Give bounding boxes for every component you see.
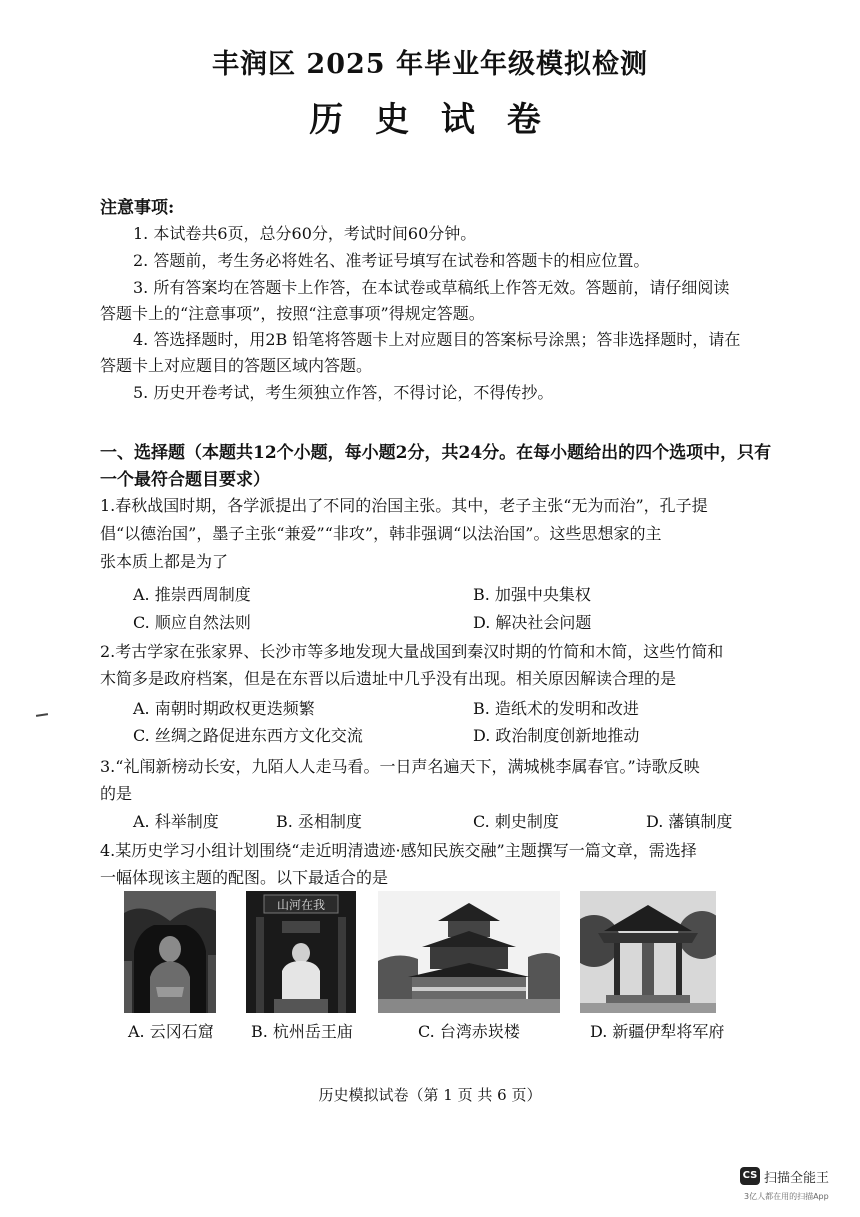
option-d: D. 政治制度创新地推动 xyxy=(473,726,640,745)
option-a: A. 科举制度 xyxy=(133,812,219,831)
option-d: D. 藩镇制度 xyxy=(646,812,733,831)
temple-statue-photo xyxy=(246,891,356,1013)
notice-heading: 注意事项: xyxy=(100,198,175,218)
section-heading: 一、选择题（本题共12个小题，每小题2分，共24分。在每小题给出的四个选项中，只有 xyxy=(100,443,772,463)
temple-plaque-text: 山河在我 xyxy=(276,898,326,912)
question-4-stem: 一幅体现该主题的配图。以下最适合的是 xyxy=(100,868,389,887)
option-a: A. 推崇西周制度 xyxy=(133,585,251,604)
notice-line: 答题卡上的“注意事项”，按照“注意事项”得规定答题。 xyxy=(100,304,485,323)
image-caption-c: C. 台湾赤崁楼 xyxy=(418,1022,520,1041)
image-caption-a: A. 云冈石窟 xyxy=(128,1022,214,1041)
image-caption-b: B. 杭州岳王庙 xyxy=(251,1022,353,1041)
scanner-brand: 扫描全能王 xyxy=(764,1171,830,1186)
notice-line: 3. 所有答案均在答题卡上作答，在本试卷或草稿纸上作答无效。答题前，请仔细阅读 xyxy=(133,278,730,297)
scanner-logo-icon: CS xyxy=(740,1167,760,1185)
notice-line: 1. 本试卷共6页，总分60分，考试时间60分钟。 xyxy=(133,224,477,243)
option-b: B. 造纸术的发明和改进 xyxy=(473,699,639,718)
subject-title: 历 史 试 卷 xyxy=(309,100,551,140)
section-heading-cont: 一个最符合题目要求） xyxy=(100,470,270,490)
question-2-stem: 木简多是政府档案，但是在东晋以后遗址中几乎没有出现。相关原因解读合理的是 xyxy=(100,669,677,688)
image-caption-d: D. 新疆伊犁将军府 xyxy=(590,1022,725,1041)
question-1-stem: 张本质上都是为了 xyxy=(100,552,229,571)
notice-line: 4. 答选择题时，用2B 铅笔将答题卡上对应题目的答案标号涂黑；答非选择题时，请在 xyxy=(133,330,741,349)
option-c: C. 刺史制度 xyxy=(473,812,559,831)
option-d: D. 解决社会问题 xyxy=(473,613,592,632)
question-3-stem: 3.“礼闱新榜动长安，九陌人人走马看。一日声名遍天下，满城桃李属春官。”诗歌反映 xyxy=(100,757,700,776)
question-1-stem: 倡“以德治国”，墨子主张“兼爱”“非攻”，韩非强调“以法治国”。这些思想家的主 xyxy=(100,524,662,543)
notice-line: 答题卡上对应题目的答题区域内答题。 xyxy=(100,356,373,375)
option-a: A. 南朝时期政权更迭频繁 xyxy=(133,699,315,718)
exam-title: 丰润区 2025 年毕业年级模拟检测 xyxy=(212,49,648,80)
question-1-stem: 1.春秋战国时期，各学派提出了不同的治国主张。其中，老子主张“无为而治”，孔子提 xyxy=(100,496,708,515)
question-2-stem: 2.考古学家在张家界、长沙市等多地发现大量战国到秦汉时期的竹简和木简，这些竹简和 xyxy=(100,642,724,661)
page-footer: 历史模拟试卷（第 1 页 共 6 页） xyxy=(318,1086,542,1104)
option-c: C. 顺应自然法则 xyxy=(133,613,251,632)
scan-mark xyxy=(36,713,48,717)
option-b: B. 加强中央集权 xyxy=(473,585,591,604)
tower-pavilion-photo xyxy=(378,891,560,1013)
grotto-buddha-photo xyxy=(124,891,216,1013)
notice-line: 5. 历史开卷考试，考生须独立作答，不得讨论，不得传抄。 xyxy=(133,383,554,402)
option-c: C. 丝绸之路促进东西方文化交流 xyxy=(133,726,363,745)
question-3-stem: 的是 xyxy=(100,784,133,803)
notice-line: 2. 答题前，考生务必将姓名、准考证号填写在试卷和答题卡的相应位置。 xyxy=(133,251,650,270)
pavilion-photo xyxy=(580,891,716,1013)
option-b: B. 丞相制度 xyxy=(276,812,362,831)
question-4-stem: 4.某历史学习小组计划围绕“走近明清遗迹·感知民族交融”主题撰写一篇文章，需选择 xyxy=(100,841,697,860)
scanner-tagline: 3亿人都在用的扫描App xyxy=(744,1192,829,1201)
